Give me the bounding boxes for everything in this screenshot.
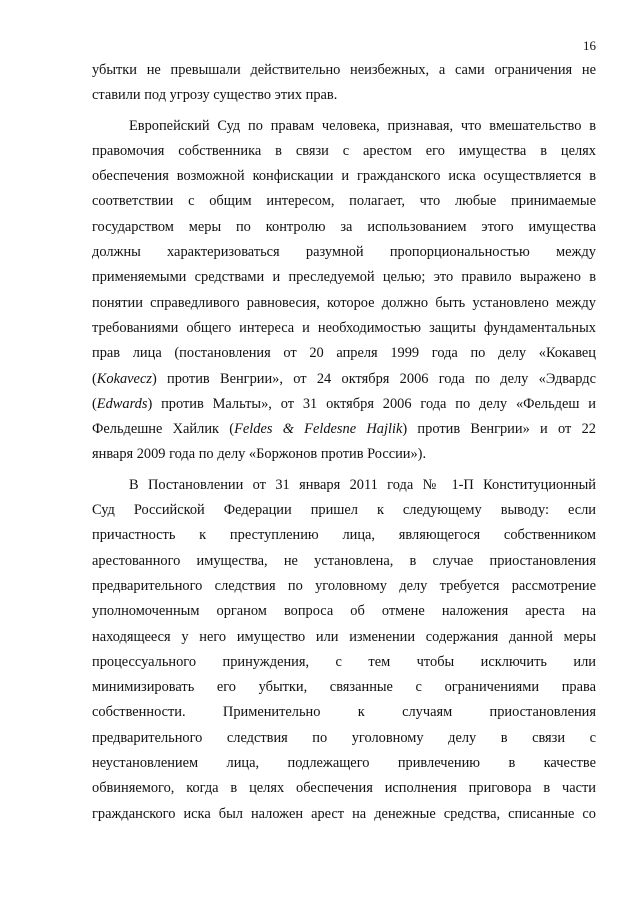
text-line: должны характеризоваться разумной пропорциональностью между — [92, 244, 596, 261]
text-segment: Фельдешне Хайлик ( — [92, 421, 235, 438]
text-line: прав лица (постановления от 20 апреля 1999 года по делу «Кокавец — [92, 345, 596, 362]
text-line: предварительного следствия по уголовному делу требуется рассмотрение — [92, 577, 596, 594]
text-line — [92, 392, 596, 417]
text-line: арестованного имущества, не установлена, в случае приостановления — [92, 552, 596, 569]
italic-case-name: Edwards — [96, 395, 148, 412]
text-line: минимизировать его убытки, связанные с ограничениями права — [92, 679, 596, 696]
text-segment: ( — [92, 395, 97, 412]
text-segment: ) против Венгрии», от 24 октября 2006 года по делу «Эдвардс — [151, 370, 596, 387]
text-line: предварительного следствия по уголовному делу в связи с — [92, 729, 596, 746]
text-line: понятии справедливого равновесия, которое должно быть установлено между — [92, 294, 596, 311]
italic-case-name: Kokavecz — [96, 370, 152, 387]
page-number: 16 — [583, 38, 596, 53]
text-line: Европейский Суд по правам человека, признавая, что вмешательство в — [129, 117, 596, 134]
text-line: обеспечения возможной конфискации и гражданского иска осуществляется в — [92, 168, 596, 185]
text-line: процессуального принуждения, с тем чтобы исключить или — [92, 653, 596, 670]
italic-case-name: Feldes & Feldesne Hajlik — [234, 421, 403, 438]
text-line: обвиняемого, когда в целях обеспечения исполнения приговора в части — [92, 780, 596, 797]
text-line: применяемыми средствами и преследуемой целью; это правило выражено в — [92, 269, 596, 286]
text-line: собственности. Применительно к случаям приостановления — [92, 704, 596, 721]
text-line: убытки не превышали действительно неизбежных, а сами ограничения не — [92, 62, 596, 78]
text-line: гражданского иска был наложен арест на денежные средства, списанные со — [92, 805, 596, 822]
text-line — [92, 417, 596, 442]
text-line: правомочия собственника в связи с арестом его имущества в целях — [92, 142, 596, 159]
text-line: ставили под угрозу существо этих прав. — [92, 87, 338, 104]
text-line: требованиями общего интереса и необходимостью защиты фундаментальных — [92, 319, 596, 336]
text-line: уполномоченным органом вопроса об отмене наложения ареста на — [92, 603, 596, 620]
text-line — [92, 367, 596, 392]
body-text — [92, 58, 596, 827]
text-line: находящееся у него имущество или изменении содержания данной меры — [92, 628, 596, 645]
text-segment: ) против Мальты», от 31 октября 2006 года по делу «Фельдеш и — [147, 395, 596, 412]
text-line: Суд Российской Федерации пришел к следующему выводу: если — [92, 502, 596, 519]
text-line: января 2009 года по делу «Боржонов против России»). — [92, 446, 427, 463]
text-segment: ) против Венгрии» и от 22 — [402, 421, 596, 438]
text-line: В Постановлении от 31 января 2011 года № 1-П Конституционный — [129, 476, 596, 493]
text-line: государством меры по контролю за использованием этого имущества — [92, 218, 596, 235]
text-line: соответствии с общим интересом, полагает, что любые принимаемые — [92, 193, 596, 210]
text-line: неустановлением лица, подлежащего привлечению в качестве — [92, 755, 596, 772]
text-line: причастность к преступлению лица, являющегося собственником — [92, 527, 596, 544]
text-segment: ( — [92, 370, 97, 387]
